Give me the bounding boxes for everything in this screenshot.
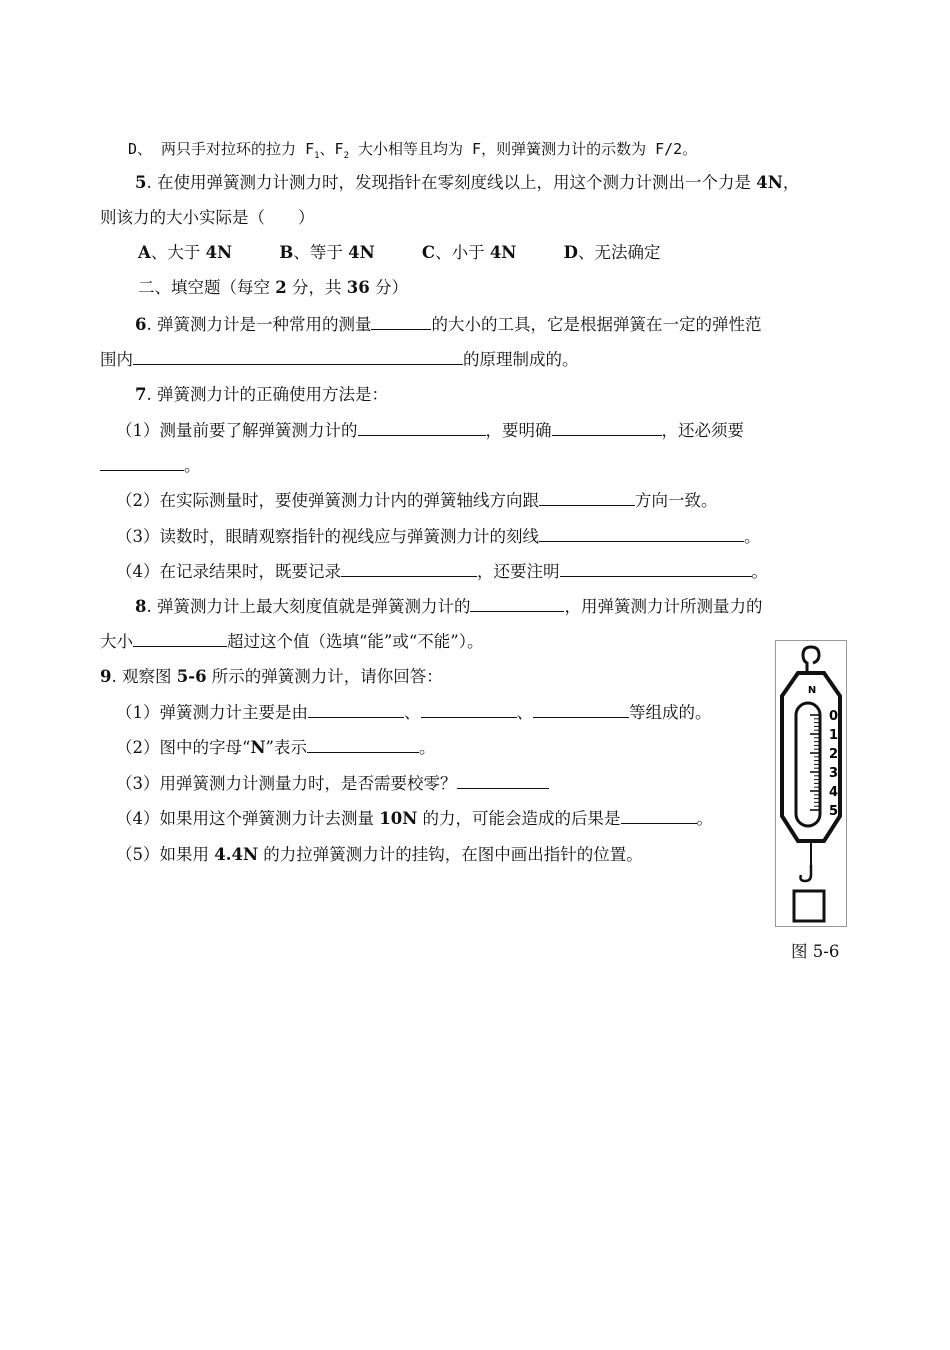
option-text: 、大于 [150, 243, 206, 262]
sub-number: （3） [116, 774, 160, 793]
option-value: 4N [489, 243, 517, 262]
q9-4-blank[interactable] [621, 808, 697, 824]
q5-options [138, 242, 702, 264]
scale-label-0: 0 [829, 709, 839, 724]
top-hook-icon [803, 647, 819, 671]
sub-number: （1） [116, 703, 160, 722]
q9-3-blank[interactable] [457, 773, 549, 789]
sub-text-3: ，还必须要 [661, 421, 744, 440]
sub-number: （1） [116, 421, 160, 440]
sub-text-4: 。 [184, 456, 201, 475]
q5-number: 5 [135, 173, 147, 192]
section-text-post: 分） [369, 278, 408, 297]
q7-title [135, 384, 388, 406]
option-d-mid: 、F [319, 140, 344, 158]
q6-blank-2[interactable] [133, 349, 463, 365]
q6-number: 6 [135, 315, 147, 334]
scale-label-4: 4 [829, 785, 839, 800]
sub-text: 读数时，眼睛观察指针的视线应与弹簧测力计的刻线 [159, 527, 539, 546]
option-text: 、等于 [293, 243, 349, 262]
q6-line1 [135, 314, 761, 336]
q7-1-blank-1[interactable] [358, 420, 486, 436]
q8-blank-1[interactable] [470, 596, 564, 612]
q8-number: 8 [135, 597, 147, 616]
subscript-1: 1 [314, 151, 320, 161]
subscript-2: 2 [343, 151, 349, 161]
scale-label-2: 2 [829, 747, 839, 762]
sub-text: 如果用 [159, 845, 215, 864]
option-d-post: 大小相等且均为 F，则弹簧测力计的示数为 F/2。 [349, 140, 698, 158]
option-label: B [279, 243, 294, 262]
sub-text-2: ”表示 [265, 738, 307, 757]
option-label: A [138, 243, 151, 262]
figure-caption: 图 5-6 [791, 942, 840, 961]
section-text-mid: 分，共 [286, 278, 347, 297]
q9-sub1 [116, 702, 712, 724]
sub-text: 图中的字母“ [159, 738, 251, 757]
q9-5-value: 4.4N [214, 845, 259, 864]
q6-blank-1[interactable] [371, 314, 431, 330]
q6-text-4: 的原理制成的。 [463, 350, 579, 369]
weight-block [794, 891, 824, 921]
q9-text-end: 所示的弹簧测力计，请你回答： [206, 667, 443, 686]
q9-number: 9 [100, 667, 112, 686]
q5-option-a[interactable] [138, 242, 232, 264]
option-d-text: D、 两只手对拉环的拉力 F [128, 140, 315, 158]
q9-sub3 [116, 773, 549, 795]
q9-text: . 观察图 [111, 667, 177, 686]
separator: 、 [404, 703, 421, 722]
q8-text-2: ，用弹簧测力计所测量力的 [564, 597, 763, 616]
spring-scale-drawing [776, 641, 846, 926]
q9-1-blank-1[interactable] [308, 702, 404, 718]
q5-line1 [135, 172, 799, 194]
sub-text-2: 的力拉弹簧测力计的挂钩，在图中画出指针的位置。 [258, 845, 643, 864]
separator: 、 [516, 703, 533, 722]
q7-4-blank-2[interactable] [560, 561, 752, 577]
q7-1-blank-2[interactable] [552, 420, 662, 436]
sub-text: 在记录结果时，既要记录 [159, 562, 341, 581]
q9-sub2 [116, 737, 435, 759]
letter-n: N [250, 738, 266, 757]
q5-question: 则该力的大小实际是（ ） [100, 208, 315, 227]
sub-text-3: 。 [751, 562, 768, 581]
option-label: C [421, 243, 436, 262]
section-total: 36 [346, 278, 370, 297]
q9-figure-ref: 5-6 [176, 667, 207, 686]
option-text: 、无法确定 [577, 243, 661, 262]
q9-sub5 [116, 844, 643, 866]
sub-text: 用弹簧测力计测量力时，是否需要校零？ [159, 774, 457, 793]
q5-value: 4N [756, 173, 783, 192]
scale-label-5: 5 [829, 804, 839, 819]
q7-sub1-cont [100, 455, 201, 477]
scale-label-1: 1 [829, 728, 839, 743]
option-value: 4N [205, 243, 233, 262]
q9-2-blank[interactable] [307, 737, 419, 753]
q8-line1 [135, 596, 762, 618]
sub-number: （3） [116, 527, 160, 546]
q7-number: 7 [135, 385, 147, 404]
q7-sub2 [116, 490, 718, 512]
q5-option-b[interactable] [279, 242, 374, 264]
option-value: 4N [348, 243, 375, 262]
q7-sub4 [116, 561, 768, 583]
q6-text-2: 的大小的工具，它是根据弹簧在一定的弹性范 [431, 315, 762, 334]
q8-text: . 弹簧测力计上最大刻度值就是弹簧测力计的 [146, 597, 471, 616]
sub-number: （2） [116, 738, 160, 757]
sub-text-2: ，要明确 [485, 421, 552, 440]
q7-sub3 [116, 526, 761, 548]
scale-numbers [829, 709, 838, 819]
sub-text-2: 方向一致。 [635, 491, 718, 510]
q9-title [100, 666, 443, 688]
section-score: 2 [275, 278, 287, 297]
sub-text-2: 。 [744, 527, 761, 546]
q6-line2 [100, 349, 579, 371]
q5-text: . 在使用弹簧测力计测力时，发现指针在零刻度线以上，用这个测力计测出一个力是 [146, 173, 757, 192]
option-d-line [128, 138, 697, 167]
q9-4-value: 10N [379, 809, 418, 828]
sub-text: 测量前要了解弹簧测力计的 [159, 421, 358, 440]
q7-1-blank-3[interactable] [100, 455, 184, 471]
q7-2-blank[interactable] [539, 490, 635, 506]
sub-text-2: 的力，可能会造成的后果是 [417, 809, 621, 828]
q8-text-4: 超过这个值（选填“能”或“不能”）。 [227, 632, 484, 651]
sub-text-3: 。 [696, 809, 714, 828]
q9-1-blank-3[interactable] [533, 702, 629, 718]
q7-4-blank-1[interactable] [341, 561, 477, 577]
sub-text-end: 等组成的。 [629, 703, 712, 722]
q6-text-3: 围内 [100, 350, 133, 369]
q5-option-d[interactable] [564, 242, 661, 264]
q7-text: . 弹簧测力计的正确使用方法是： [146, 385, 388, 404]
q5-line2 [100, 207, 315, 229]
scale-label-3: 3 [829, 766, 839, 781]
bottom-hook-icon [801, 865, 812, 881]
sub-text-2: ，还要注明 [477, 562, 560, 581]
q7-sub1 [116, 420, 744, 442]
sub-text: 在实际测量时，要使弹簧测力计内的弹簧轴线方向跟 [159, 491, 539, 510]
q9-1-blank-2[interactable] [421, 702, 517, 718]
q8-line2 [100, 631, 484, 653]
section-text: 二、填空题（每空 [138, 278, 276, 297]
q7-3-blank[interactable] [539, 526, 744, 542]
unit-label: N [807, 685, 817, 696]
q9-sub4 [116, 808, 713, 830]
sub-text: 如果用这个弹簧测力计去测量 [159, 809, 380, 828]
sub-text: 弹簧测力计主要是由 [159, 703, 308, 722]
spring-scale-figure [775, 640, 847, 927]
sub-text-3: 。 [418, 738, 436, 757]
sub-number: （4） [116, 562, 160, 581]
sub-number: （5） [116, 845, 160, 864]
option-label: D [563, 243, 578, 262]
section-heading [138, 277, 408, 299]
sub-number: （2） [116, 491, 160, 510]
q6-text: . 弹簧测力计是一种常用的测量 [146, 315, 372, 334]
option-text: 、小于 [435, 243, 490, 262]
sub-number: （4） [116, 809, 160, 828]
q5-option-c[interactable] [422, 242, 516, 264]
q8-blank-2[interactable] [133, 631, 227, 647]
q5-comma: ， [782, 173, 800, 192]
q8-text-3: 大小 [100, 632, 133, 651]
